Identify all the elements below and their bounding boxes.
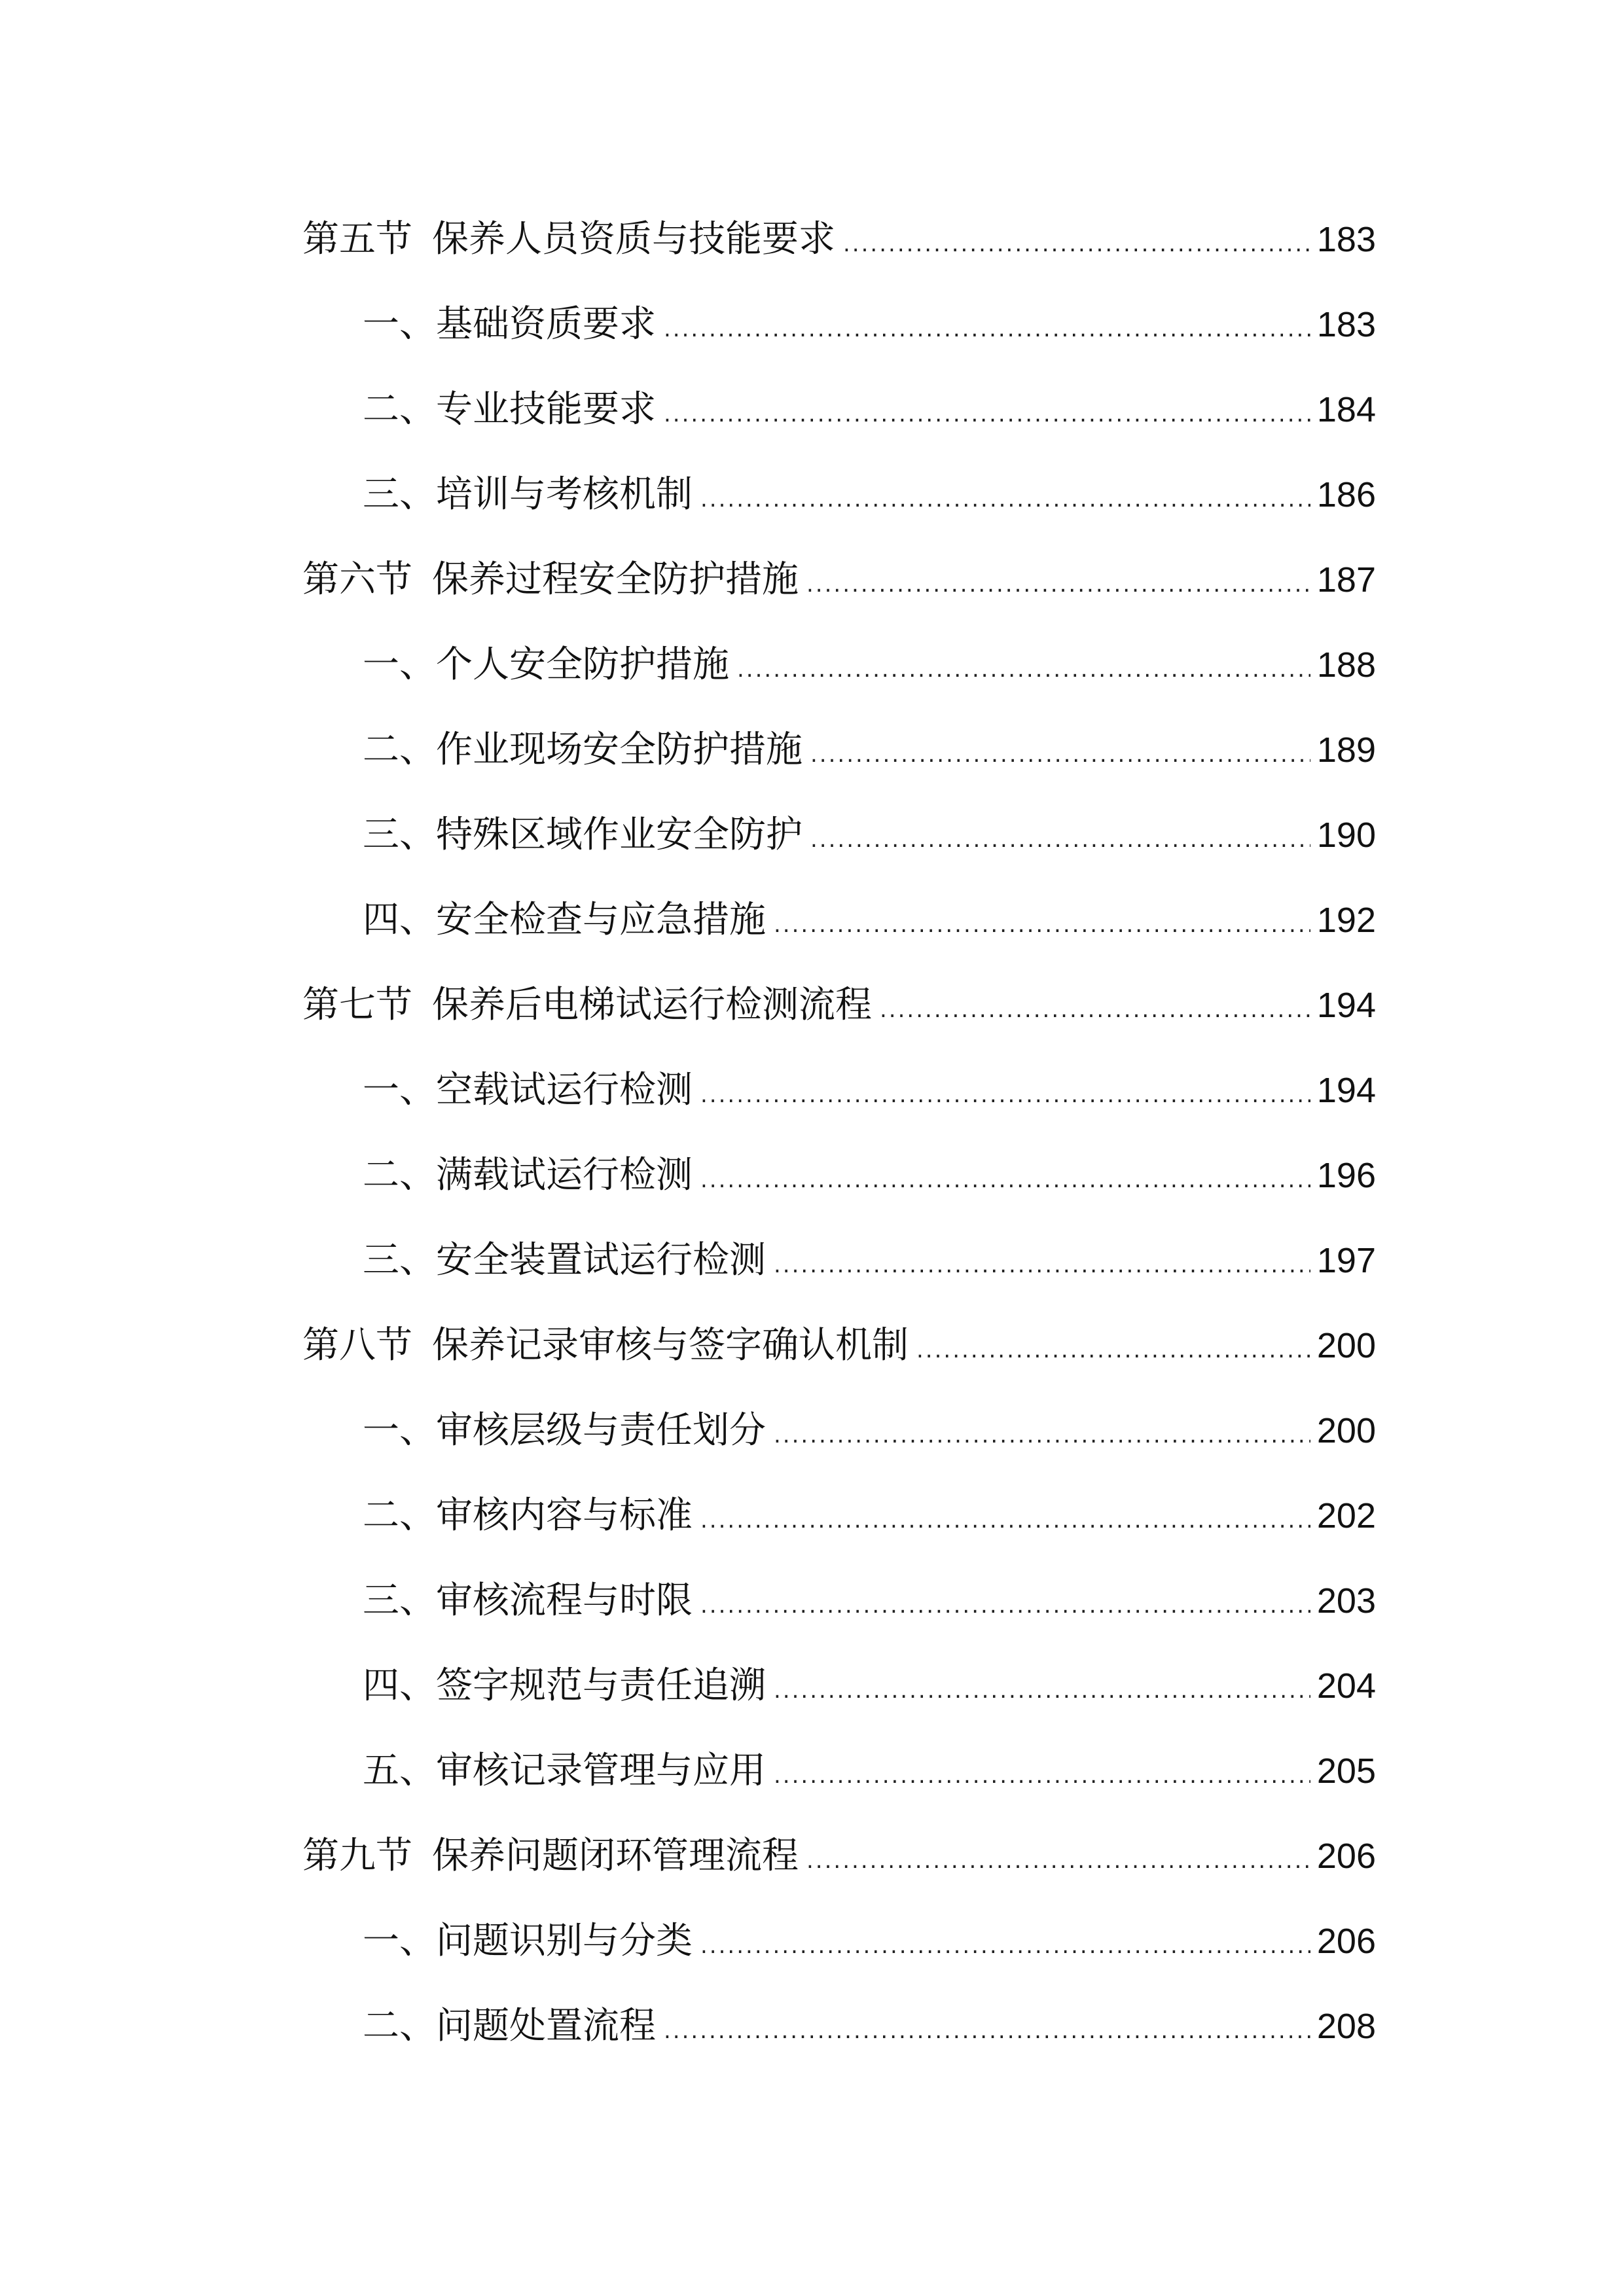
toc-entry-title: 保养过程安全防护措施: [432, 558, 799, 601]
toc-entry-page: 205: [1316, 1751, 1376, 1791]
toc-entry-title: 审核流程与时限: [436, 1579, 693, 1622]
toc-entry[interactable]: [302, 888, 1376, 973]
toc-dot-leader: [843, 211, 1310, 277]
toc-entry[interactable]: [302, 1823, 1376, 1909]
toc-entry-prefix: 四、: [363, 899, 436, 941]
toc-entry-page: 194: [1316, 986, 1376, 1025]
toc-entry-prefix: 三、: [363, 814, 436, 856]
toc-entry-page: 189: [1316, 730, 1376, 770]
toc-entry[interactable]: [302, 802, 1376, 888]
toc-dot-leader: [774, 1232, 1310, 1298]
toc-entry[interactable]: [302, 1143, 1376, 1228]
toc-entry-title: 安全装置试运行检测: [436, 1239, 766, 1282]
toc-entry[interactable]: [302, 292, 1376, 377]
toc-entry-page: 197: [1316, 1241, 1376, 1280]
toc-entry-title: 问题识别与分类: [436, 1920, 693, 1962]
toc-entry-title: 基础资质要求: [436, 303, 656, 346]
toc-dot-leader: [664, 1998, 1310, 2064]
toc-entry-title: 专业技能要求: [436, 388, 656, 431]
toc-dot-leader: [774, 892, 1310, 958]
toc-entry-prefix: 一、: [363, 1409, 436, 1452]
toc-entry[interactable]: [302, 377, 1376, 462]
toc-dot-leader: [700, 1147, 1310, 1213]
toc-dot-leader: [774, 1658, 1310, 1723]
toc-dot-leader: [737, 637, 1310, 702]
toc-dot-leader: [880, 977, 1310, 1043]
toc-entry-prefix: 二、: [363, 1494, 436, 1537]
toc-dot-leader: [664, 296, 1310, 362]
toc-entry-title: 特殊区域作业安全防护: [436, 814, 803, 856]
toc-entry-title: 保养问题闭环管理流程: [432, 1835, 799, 1877]
toc-entry-title: 培训与考核机制: [436, 473, 693, 516]
toc-entry-page: 208: [1316, 2007, 1376, 2046]
toc-entry[interactable]: [302, 1313, 1376, 1398]
toc-entry-prefix: 五、: [363, 1749, 436, 1792]
toc-entry-prefix: 一、: [363, 1069, 436, 1111]
toc-entry-page: 206: [1316, 1837, 1376, 1876]
toc-dot-leader: [700, 467, 1310, 532]
toc-entry-title: 保养后电梯试运行检测流程: [432, 984, 872, 1026]
toc-entry-title: 签字规范与责任追溯: [436, 1664, 766, 1707]
toc-entry-title: 个人安全防护措施: [436, 643, 729, 686]
toc-dot-leader: [916, 1318, 1310, 1383]
toc-entry-page: 194: [1316, 1071, 1376, 1110]
toc-entry-page: 187: [1316, 560, 1376, 600]
toc-entry-page: 190: [1316, 816, 1376, 855]
toc-entry-prefix: 三、: [363, 1579, 436, 1622]
toc-entry[interactable]: [302, 717, 1376, 802]
toc-entry[interactable]: [302, 1994, 1376, 2079]
toc-dot-leader: [810, 722, 1310, 787]
table-of-contents: [302, 207, 1376, 2079]
toc-entry[interactable]: [302, 462, 1376, 547]
toc-entry-prefix: 三、: [363, 1239, 436, 1282]
toc-entry-prefix: 三、: [363, 473, 436, 516]
toc-entry[interactable]: [302, 1653, 1376, 1738]
toc-entry-page: 183: [1316, 305, 1376, 344]
toc-dot-leader: [700, 1488, 1310, 1553]
toc-dot-leader: [774, 1743, 1310, 1808]
toc-dot-leader: [700, 1062, 1310, 1128]
toc-entry-prefix: 第八节: [302, 1324, 412, 1367]
toc-entry-page: 206: [1316, 1922, 1376, 1961]
toc-entry[interactable]: [302, 207, 1376, 292]
toc-entry[interactable]: [302, 1568, 1376, 1653]
toc-entry[interactable]: [302, 1058, 1376, 1143]
toc-entry-prefix: 一、: [363, 1920, 436, 1962]
toc-entry[interactable]: [302, 1909, 1376, 1994]
toc-entry-prefix: 二、: [363, 388, 436, 431]
toc-entry-prefix: 二、: [363, 728, 436, 771]
toc-entry-page: 203: [1316, 1581, 1376, 1621]
toc-entry-title: 保养人员资质与技能要求: [432, 218, 835, 260]
toc-entry[interactable]: [302, 1228, 1376, 1313]
toc-entry-page: 200: [1316, 1326, 1376, 1365]
toc-entry-prefix: 第六节: [302, 558, 412, 601]
toc-entry[interactable]: [302, 547, 1376, 632]
toc-dot-leader: [774, 1403, 1310, 1468]
toc-entry[interactable]: [302, 973, 1376, 1058]
toc-entry[interactable]: [302, 1738, 1376, 1823]
toc-entry-page: 192: [1316, 901, 1376, 940]
toc-entry-prefix: 一、: [363, 643, 436, 686]
toc-entry-title: 保养记录审核与签字确认机制: [432, 1324, 909, 1367]
toc-entry-title: 审核内容与标准: [436, 1494, 693, 1537]
toc-entry-prefix: 第九节: [302, 1835, 412, 1877]
toc-dot-leader: [810, 807, 1310, 872]
toc-entry[interactable]: [302, 1483, 1376, 1568]
toc-entry-title: 作业现场安全防护措施: [436, 728, 803, 771]
toc-entry-prefix: 二、: [363, 2005, 436, 2047]
toc-entry-prefix: 第七节: [302, 984, 412, 1026]
toc-entry-title: 审核记录管理与应用: [436, 1749, 766, 1792]
toc-entry-title: 满载试运行检测: [436, 1154, 693, 1196]
toc-entry[interactable]: [302, 1398, 1376, 1483]
toc-entry-page: 200: [1316, 1411, 1376, 1450]
toc-dot-leader: [664, 382, 1310, 447]
toc-entry-title: 空载试运行检测: [436, 1069, 693, 1111]
toc-entry[interactable]: [302, 632, 1376, 717]
toc-entry-prefix: 第五节: [302, 218, 412, 260]
toc-entry-prefix: 二、: [363, 1154, 436, 1196]
toc-entry-prefix: 四、: [363, 1664, 436, 1707]
toc-entry-page: 204: [1316, 1666, 1376, 1706]
toc-dot-leader: [806, 552, 1310, 617]
toc-entry-title: 问题处置流程: [436, 2005, 656, 2047]
toc-entry-title: 审核层级与责任划分: [436, 1409, 766, 1452]
toc-entry-prefix: 一、: [363, 303, 436, 346]
toc-entry-page: 183: [1316, 220, 1376, 259]
toc-entry-page: 184: [1316, 390, 1376, 429]
toc-entry-page: 196: [1316, 1156, 1376, 1195]
toc-entry-page: 202: [1316, 1496, 1376, 1535]
toc-dot-leader: [806, 1828, 1310, 1893]
toc-dot-leader: [700, 1913, 1310, 1979]
toc-entry-page: 186: [1316, 475, 1376, 514]
toc-entry-page: 188: [1316, 645, 1376, 685]
toc-entry-title: 安全检查与应急措施: [436, 899, 766, 941]
toc-dot-leader: [700, 1573, 1310, 1638]
